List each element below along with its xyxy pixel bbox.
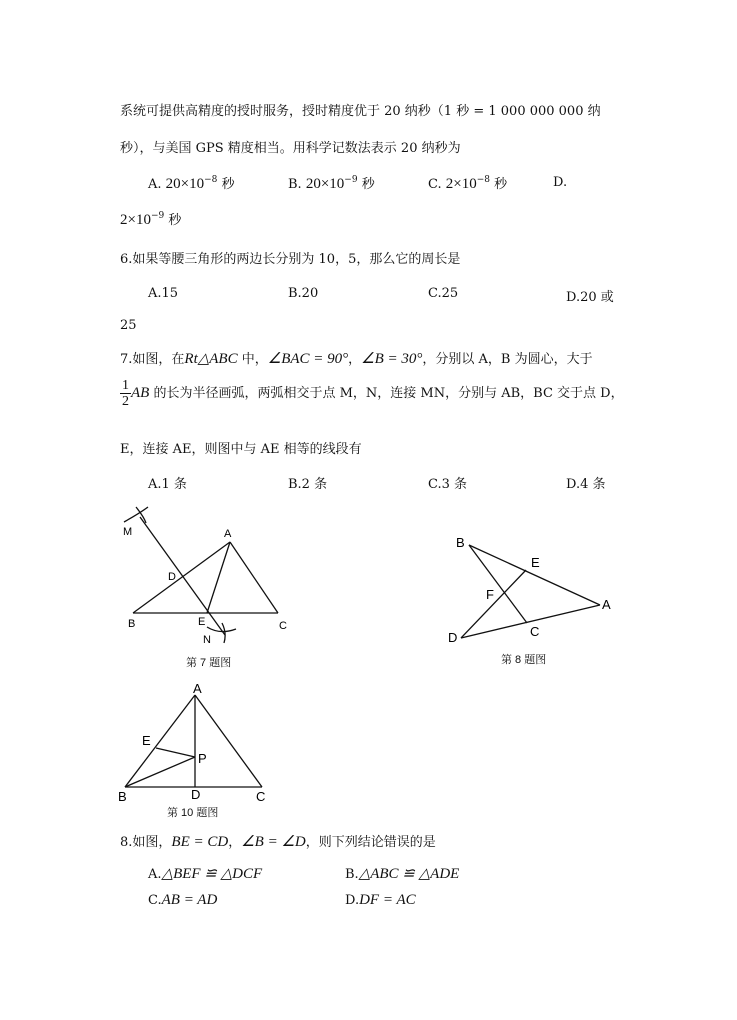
q7-stem-line-1: 7.如图，在Rt△ABC 中，∠BAC = 90°，∠B = 30°，分别以 A，B 为圆心，大于 — [120, 351, 593, 367]
fig8-label-B: B — [456, 535, 465, 550]
q5-option-c[interactable]: C. $2\times 10^{-8}$ 秒 — [428, 175, 508, 192]
q8-option-b[interactable]: B.△ABC ≌ △ADE — [345, 866, 460, 882]
q6-option-c[interactable]: C.25 — [428, 286, 459, 301]
q5-option-a[interactable]: A. $20\times 10^{-8}$ 秒 — [148, 175, 235, 192]
fig8-label-E: E — [531, 555, 540, 570]
fig10-label-C: C — [256, 789, 266, 804]
q7-option-b[interactable]: B.2 条 — [288, 477, 328, 492]
q6-option-b[interactable]: B.20 — [288, 286, 319, 301]
fig8-label-F: F — [486, 587, 494, 602]
segment-BA — [125, 695, 195, 787]
segment-BA — [133, 542, 230, 613]
segment-DE — [461, 570, 526, 638]
segment-BP — [125, 757, 195, 787]
fig7-label-B: B — [128, 618, 136, 630]
segment-EP — [156, 748, 195, 757]
q5-stem-line-2: 秒），与美国 GPS 精度相当。用科学记数法表示 20 纳秒为 — [120, 141, 461, 156]
q8-option-c[interactable]: C.AB = AD — [148, 892, 218, 908]
q5-option-d-label[interactable]: D. — [553, 175, 568, 190]
q6-stem: 6.如果等腰三角形的两边长分别为 10，5，那么它的周长是 — [120, 252, 461, 267]
q5-stem-line-1: 系统可提供高精度的授时服务，授时精度优于 20 纳秒（1 秒 = 1 000 000 000 纳 — [120, 104, 601, 119]
fig10-label-A: A — [193, 681, 202, 696]
fig10-label-B: B — [118, 789, 127, 804]
q8-option-d[interactable]: D.DF = AC — [345, 892, 416, 908]
q7-option-a[interactable]: A.1 条 — [148, 477, 187, 492]
fig8-label-A: A — [602, 597, 611, 612]
segment-AC — [230, 542, 278, 613]
figure-7-caption: 第 7 题图 — [186, 657, 232, 669]
segment-AC — [195, 695, 262, 787]
q5-option-b[interactable]: B. $20\times 10^{-9}$ 秒 — [288, 175, 375, 192]
q8-stem: 8.如图，BE = CD，∠B = ∠D，则下列结论错误的是 — [120, 834, 436, 850]
one-half-fraction: $\frac{1}{2}$ — [122, 378, 129, 409]
segment-AE — [207, 542, 230, 613]
q6-option-d-continued: 25 — [120, 318, 137, 333]
q7-stem-line-2: $\frac{1}{2}$ AB 的长为半径画弧，两弧相交于点 M，N，连接 MN，分别与 AB，BC 交于点 D， — [122, 378, 624, 409]
q8-option-a[interactable]: A.△BEF ≌ △DCF — [148, 866, 263, 882]
figure-10-caption: 第 10 题图 — [167, 807, 219, 819]
fig8-label-D: D — [448, 630, 458, 645]
figure-10 — [110, 680, 280, 805]
q6-option-a[interactable]: A.15 — [148, 286, 179, 301]
q5-option-d[interactable]: $2\times 10^{-9}$ 秒 — [120, 211, 182, 228]
q7-option-d[interactable]: D.4 条 — [566, 477, 606, 492]
fig7-label-M: M — [123, 526, 133, 538]
fig10-label-D: D — [191, 787, 201, 802]
figure-8 — [440, 525, 630, 650]
fig7-label-C: C — [279, 620, 287, 632]
q7-stem-line-3: E，连接 AE，则图中与 AE 相等的线段有 — [120, 442, 362, 457]
fig10-label-P: P — [198, 751, 207, 766]
segment-BC — [469, 545, 527, 623]
q7-option-c[interactable]: C.3 条 — [428, 477, 468, 492]
fig10-label-E: E — [142, 733, 151, 748]
figure-8-caption: 第 8 题图 — [501, 654, 547, 666]
fig7-label-N: N — [203, 634, 211, 646]
line-MN — [140, 517, 225, 635]
fig7-label-A: A — [224, 528, 232, 540]
fig8-label-C: C — [530, 624, 540, 639]
q6-option-d[interactable]: D.20 或 — [566, 290, 614, 305]
fig7-label-D: D — [168, 571, 176, 583]
fig7-label-E: E — [198, 616, 206, 628]
